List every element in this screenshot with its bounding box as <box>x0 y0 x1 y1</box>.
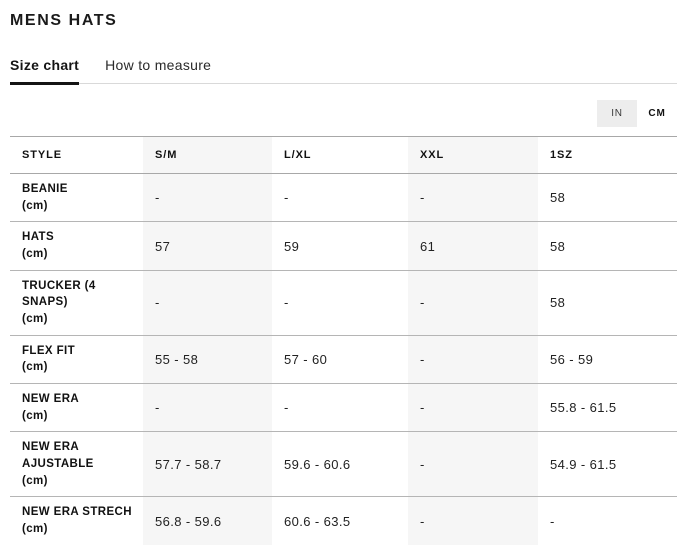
size-value-cell: 59 <box>284 238 300 254</box>
unit-toggle-in[interactable]: IN <box>597 100 637 127</box>
row-style-label: NEW ERA STRECH (cm) <box>22 506 132 536</box>
size-value-cell: 56 - 59 <box>550 351 594 367</box>
size-value-cell: - <box>284 190 289 206</box>
size-value-cell: - <box>143 270 272 335</box>
size-value-cell: 55 - 58 <box>143 335 272 383</box>
size-value-cell: 61 <box>408 222 538 270</box>
column-header-1sz: 1SZ <box>550 149 573 161</box>
size-value-cell: - <box>408 335 538 383</box>
size-value-cell: - <box>143 384 272 432</box>
size-value-cell: - <box>284 400 289 416</box>
size-value-cell: - <box>408 384 538 432</box>
table-row <box>10 432 677 497</box>
unit-toggle <box>10 100 677 127</box>
size-value-cell: 57 - 60 <box>284 351 328 367</box>
size-value-cell: 58 <box>550 295 566 311</box>
row-style-label: FLEX FIT (cm) <box>22 344 76 374</box>
row-style-label: NEW ERA (cm) <box>22 393 80 422</box>
size-value-cell: 57 <box>143 222 272 270</box>
size-value-cell: - <box>408 432 538 497</box>
size-value-cell: 54.9 - 61.5 <box>550 456 617 472</box>
row-style-label: HATS (cm) <box>22 231 55 261</box>
size-value-cell: - <box>284 295 289 311</box>
size-value-cell: 58 <box>550 190 566 206</box>
size-value-cell: 57.7 - 58.7 <box>143 432 272 497</box>
size-value-cell: 60.6 - 63.5 <box>284 513 351 529</box>
table-row <box>10 174 677 222</box>
size-value-cell: 55.8 - 61.5 <box>550 400 617 416</box>
column-header-style: STYLE <box>22 149 62 161</box>
tab-size-chart[interactable]: Size chart <box>10 57 79 83</box>
table-row <box>10 497 677 545</box>
table-row <box>10 384 677 432</box>
size-value-cell: - <box>408 497 538 545</box>
size-value-cell: - <box>408 174 538 222</box>
table-row <box>10 222 677 270</box>
column-header-lxl: L/XL <box>284 149 312 161</box>
row-style-label: BEANIE (cm) <box>22 183 68 212</box>
size-value-cell: 56.8 - 59.6 <box>143 497 272 545</box>
table-row <box>10 270 677 335</box>
size-value-cell: - <box>143 174 272 222</box>
unit-toggle-cm[interactable]: CM <box>637 100 677 127</box>
size-value-cell: 58 <box>550 238 566 254</box>
table-row <box>10 335 677 383</box>
size-chart-table <box>10 136 677 545</box>
tab-how-to-measure[interactable]: How to measure <box>105 57 211 83</box>
table-header-row <box>10 137 677 174</box>
tab-bar <box>10 57 677 84</box>
row-style-label: TRUCKER (4 SNAPS) (cm) <box>22 279 96 326</box>
column-header-sm: S/M <box>143 137 272 174</box>
column-header-xxl: XXL <box>408 137 538 174</box>
size-value-cell: 59.6 - 60.6 <box>284 456 351 472</box>
size-value-cell: - <box>408 270 538 335</box>
row-style-label: NEW ERA AJUSTABLE (cm) <box>22 441 94 487</box>
size-value-cell: - <box>550 513 555 529</box>
page-title: MENS HATS <box>10 12 118 29</box>
